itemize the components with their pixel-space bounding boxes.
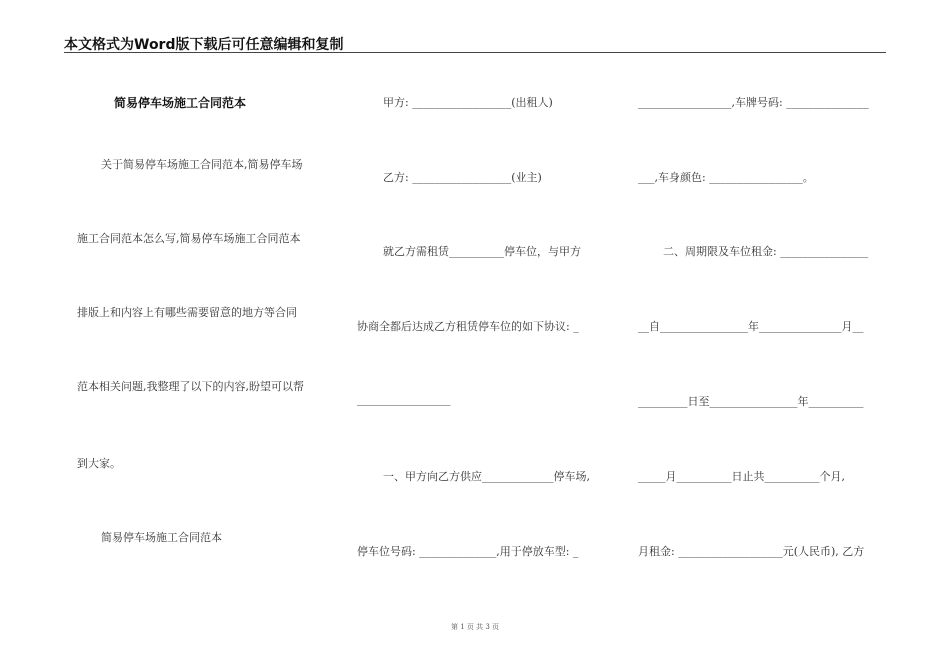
paragraph-line: _________________ bbox=[357, 393, 451, 406]
paragraph-line: _____月__________日止共__________个月, bbox=[638, 470, 845, 483]
paragraph-line: 协商全都后达成乙方租赁停车位的如下协议: _ bbox=[357, 320, 579, 333]
page-footer: 第 1 页 共 3 页 bbox=[450, 623, 500, 631]
document-title: 简易停车场施工合同范本 bbox=[114, 96, 247, 110]
paragraph-line: __自________________年_______________月__ bbox=[638, 320, 864, 333]
paragraph-line: 月租金: ___________________元(人民币), 乙方 bbox=[638, 545, 865, 558]
paragraph-line: 一、甲方向乙方供应_____________停车场, bbox=[383, 470, 590, 483]
party-a-line: 甲方: __________________(出租人) bbox=[383, 96, 553, 109]
header-rule bbox=[64, 52, 886, 53]
paragraph-line: 范本相关问题,我整理了以下的内容,盼望可以帮 bbox=[77, 380, 304, 393]
section-heading: 简易停车场施工合同范本 bbox=[101, 531, 222, 544]
paragraph-line: 施工合同范本怎么写,简易停车场施工合同范本 bbox=[77, 232, 301, 245]
paragraph-line: 到大家。 bbox=[77, 457, 121, 470]
party-b-line: 乙方: __________________(业主) bbox=[383, 171, 542, 184]
paragraph-line: 排版上和内容上有哪些需要留意的地方等合同 bbox=[77, 306, 297, 319]
paragraph-line: _________________,车牌号码: _______________ bbox=[638, 96, 869, 109]
paragraph-line: _________日至________________年__________ bbox=[638, 395, 864, 408]
paragraph-line: 关于简易停车场施工合同范本,简易停车场 bbox=[101, 158, 303, 171]
paragraph-line: ___,车身颜色: _________________。 bbox=[638, 171, 814, 184]
page-header: 本文格式为Word版下载后可任意编辑和复制 bbox=[64, 37, 344, 53]
paragraph-line: 停车位号码: ______________,用于停放车型: _ bbox=[357, 545, 579, 558]
paragraph-line: 二、周期限及车位租金: ________________ bbox=[663, 245, 869, 258]
paragraph-line: 就乙方需租赁__________停车位，与甲方 bbox=[383, 245, 581, 258]
